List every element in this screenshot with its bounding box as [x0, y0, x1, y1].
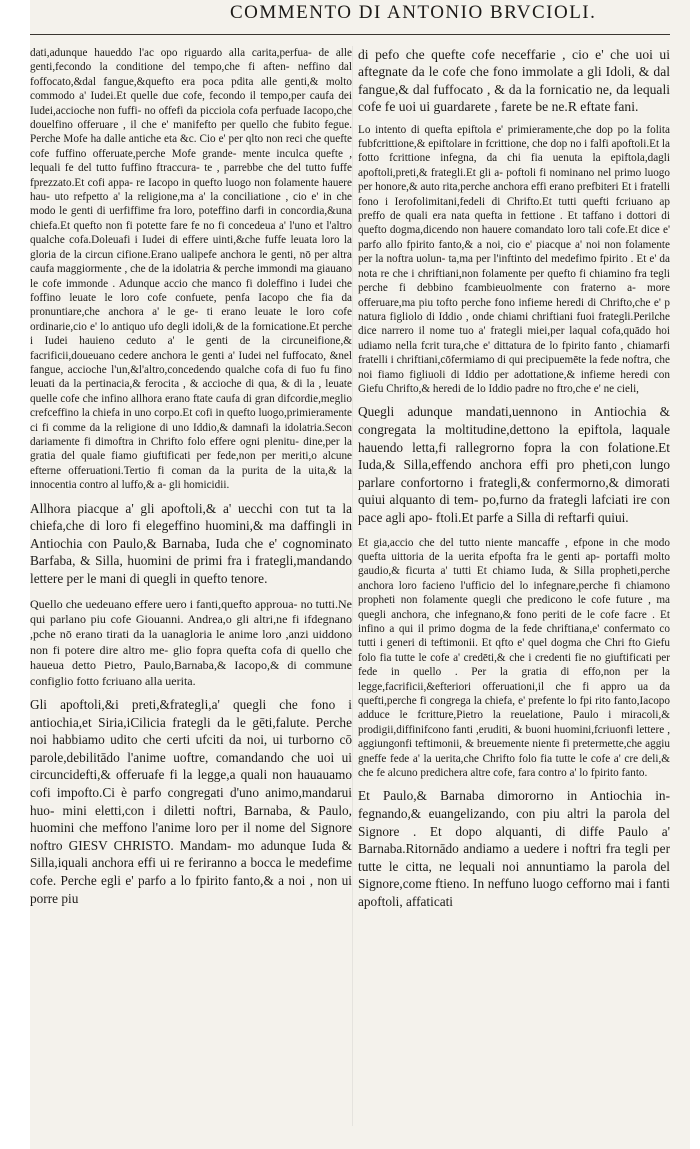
left-column	[30, 46, 352, 916]
commentary-paragraph-3: Lo intento di quefta epiftola e' primieramente,che dop po la folita fubfcrittione,& epiftolare in fcrittione, che dop no i falfi apoftoli.Et la fotto fcrittione infegna, da chi fia uenuta la epiftola,dagli apoftoli,preti,& frategli.Et gli a- poftoli fi nominano nel primo luogo per honore,& auto rita,perche anchora effi erano prefbiteri Et i fratelli fono i Ierofolimitani,fedeli di Chrifto.Et tutti quefti fcriuano ap preffo de quali era nata quefta in fettione . Et taffano i dottori di quefto dogma,dicendo non hauere comandato loro tali cofe.Et dice e' parfo allo fpirito fanto,& a noi, cio e' piacque a' noi non folamente per la noftra uolun- ta,ma per l'inftinto del medefimo fpirito . Et e' da nota re che i chriftiani,non folamente per quefto fi chiamino fra tegli perche fi debbino fcambieuolmente con fraterno a- more offeruare,ma piu tofto perche fono infieme heredi di Chrifto,che e' p natura figliolo di Iddio , onde chiami chriftiani fuoi frategli.Perilche dice narrero il nome tuo a' frategli miei,per laqual cofa,quādo hoi udiamo nella fcrit tura,che e' dittatura de lo fpirito fanto , chiamarfi fratelli i chriftiani,cōfermiamo di qui precipuemēte la fede noftra, che noi fiamo figliuoli di Iddio per adottatione,& infieme heredi con Giefu Chrifto,& heredi de lo Iddio padre no ftro,che e' ne cieli,	[358, 123, 670, 395]
right-column	[358, 46, 670, 920]
commentary-paragraph-2: Quello che uedeuano effere uero i fanti,quefto approua- no tutti.Ne qui parlano piu cofe Giouanni. Andrea,o gli altri,ne fi ifdegnano ,pche nō erano tirati da la uanagloria le anime loro ,anzi uiddono non fi potere dire altro me- glio fopra quefta cofa di quello che haueua detto Pietro, Paulo,Barnaba,& Iacopo,& di commune configlio fotto fcriuano alla uerita.	[30, 596, 352, 688]
scripture-paragraph-4: Quegli adunque mandati,uennono in Antiochia & congregata la moltitudine,dettono la epiftola, laquale hauendo letta,fi rallegrorno fopra la con folatione.Et Iuda,& Silla,effendo anchora effi pro pheti,con lungo parlare confortorno i frategli,& confermorno,& dimorati quiui alquanto di tem- po,furno da frategli lafciati ire con pace agli apo- ftoli.Et parfe a Silla di reftarfi quiui.	[358, 404, 670, 525]
column-gutter	[352, 46, 353, 1126]
commentary-paragraph-1: dati,adunque haueddo l'ac opo riguardo alla carita,perfua- de alle genti,fecondo la conditione del tempo,che fi aften- neffino dal foffocato,&dal fangue,&quefto era poca pdita alle genti,& molto commodo a' Iudei.Et quelle due cofe, fecondo il tempo,per caufa dei Iudei,accioche non fuffi- no offefi da picciola cofa perfuade Iacopo,che douelfino offeruare , il che e' manifefto per quello che fubito fegue. Perche Mofe ha dalle antiche eta &c. Cio e' per qlto non reci che quefte cofe fuffino offeruate,perche Mofe grande- mente inculca quefte , lequali fe del tutto fuffino ftraccura- te , parrebbe che del tutto fuffe fprezzato.Et cofi appa- re Iacopo in quefto luogo non folamente hauere hau- uto refpetto a' la religione,ma a' la conciliatione , cio e' in che modo le genti di uerfiffime fra loro, poteffino darfi in concordia,&una chiefa.Et quefto non fi potette fare fe no fi concedeua a' l'uno et l'altro qualche cofa.Doleuafi i Iudei di effere uinti,&che fuffe leuata loro la gloria de la circun cifione.Erano ualipefe anchora le genti, nō per altra caufa maggiormente , che de la idolatria & perche immondi ma giauano le cofe immonde . Adunque accio che manco fi doleffino i Iudei che foffino leuate le loro cofe confuete, penfa Iacopo che fia da pronuntiare,che anchora a' le ge- ti erano leuate le loro cofe ordinarie,cio e' lo antiquo ufo degli idoli,& de la fornicatione.Et perche i Iudei hauieno ceduto a' le genti de la circuneifione,& facrificii,doueuano cedere anchora le genti a' Iudei nel fuffocato, &nel fangue, accioche l'un,&l'altro,concedendo qualche cofa di fuo fu fino leuati da la pertinacia,& ferocita , & accioche di qua, & di la , leuate quelle cofe che infino allhora erano ftate caufa di gran difcordie,meglio crefceffino la chiefa in uno corpo.Et cofi in quefto luogo,primieramente ci fi comme da la religione di uno Iddio,& damnafi la idolatria.Secon dariamente fi dimoftra in Chrifto folo effere ogni plenitu- dine,per la gratia del quale fiamo giuftificati per fede,non per meriti,o alcune efterne offeruationi.Tertio fi coman da la purita de la uita,& la innocentia contro al luffo,& a- gli homicidii.	[30, 47, 352, 492]
header-rule	[30, 34, 670, 35]
scripture-paragraph-5: Et Paulo,& Barnaba dimororno in Antiochia in- fegnando,& euangelizando, con piu altri la parola del Signore . Et dopo alquanti, di diffe Paulo a' Barnaba.Ritornādo andiamo a uedere i noftri fra tegli per tutte le citta, ne lequali noi annuntiamo la parola del Signore,come ftieno. In neffuno luogo cefforno mai i fanti apoftoli, affaticati	[358, 788, 670, 909]
scripture-paragraph-2: Gli apoftoli,&i preti,&frategli,a' quegli che fono i antiochia,et Siria,iCilicia frategli da le gēti,falute. Perche noi habbiamo udito che certi ufciti da noi, ui turborno cō parole,debilitādo l'anime uoftre, comandando che uoi ui circuncidefti,& offeruafe fi la legge,a quali non hauauamo cofi impofto.Ci è parfo congregati d'uno animo,mandarui huo- mini eletti,con i diletti noftri, Barnaba, & Paulo, huomini che meffono l'anime loro per il nome del Signore noftro GIESV CHRISTO. Mandam- mo adunque Iuda & Silla,iquali anchora effi ui re feriranno a bocca le medefime cofe. Perche egli e' parfo a lo fpirito fanto,& a noi , non ui porre piu	[30, 697, 352, 906]
commentary-paragraph-4: Et gia,accio che del tutto niente mancaffe , efpone in che modo quefta uittoria de la uerita efpofta fra le genti ap- portaffi molto gaudio,& ficurta a' tutti Et chiamo Iuda, & Silla propheti,perche anchora loro facieno l'ufficio del lo infegnare,perche fi chiamono propheti non folamente quegli che predicono le cofe future , ma quegli anchora, che infegnano,& fono periti de le cofe facre . Et infino a qui il primo dogma de la fede chriftiana,e' confermato co tutti i generi di teftimonii. Et qfto e' quel dogma che Chri fto Giefu folo fia tutte le cofe a' credēti,& che i credenti fie no giuftificati per fede in quello . Per la gratia di effo,non per la legge,facrificii,&efteriori offeruationi,il che fi appro ua da quefti,perche fi congrega la chiefa, e' prefente lo fpi rito fanto,Iacopo adduce le fcritture,Pietro la reuelatione, Paulo i miracoli,& prodigii,diffinifcono fanti ,eruditi, & buoni huomini,fcriuonfi lettere , aggiungonfi teftimonii, & breuemente niente fi pretermette,che aggiu gneffe fede a' la uerita,che Chrifto folo fia tutte le cofe a' cre deli,& che fe alcuno predichera altre cofe, fara contro a' lo fpirito fanto.	[358, 536, 670, 779]
scripture-paragraph-1: Allhora piacque a' gli apoftoli,& a' uecchi con tut ta la chiefa,che di loro fi elegeffino huomini,& ma daffingli in Antiochia con Paulo,& Barnaba, Iuda che e' cognominato Barfaba, & Silla, huomini de primi fra i frategli,mandando lettere per le mani di quegli in quefto tenore.	[30, 500, 352, 586]
scripture-paragraph-3: di pefo che quefte cofe neceffarie , cio e' che uoi ui aftegnate da le cofe che fono immolate a gli Idoli, & dal fangue,& dal fuffocato , & da la fornicatio ne, da lequali cofe fe uoi ui guardarete , farete be ne.R eftate fani.	[358, 47, 670, 115]
running-title: COMMENTO DI ANTONIO BRVCIOLI.	[230, 2, 597, 23]
